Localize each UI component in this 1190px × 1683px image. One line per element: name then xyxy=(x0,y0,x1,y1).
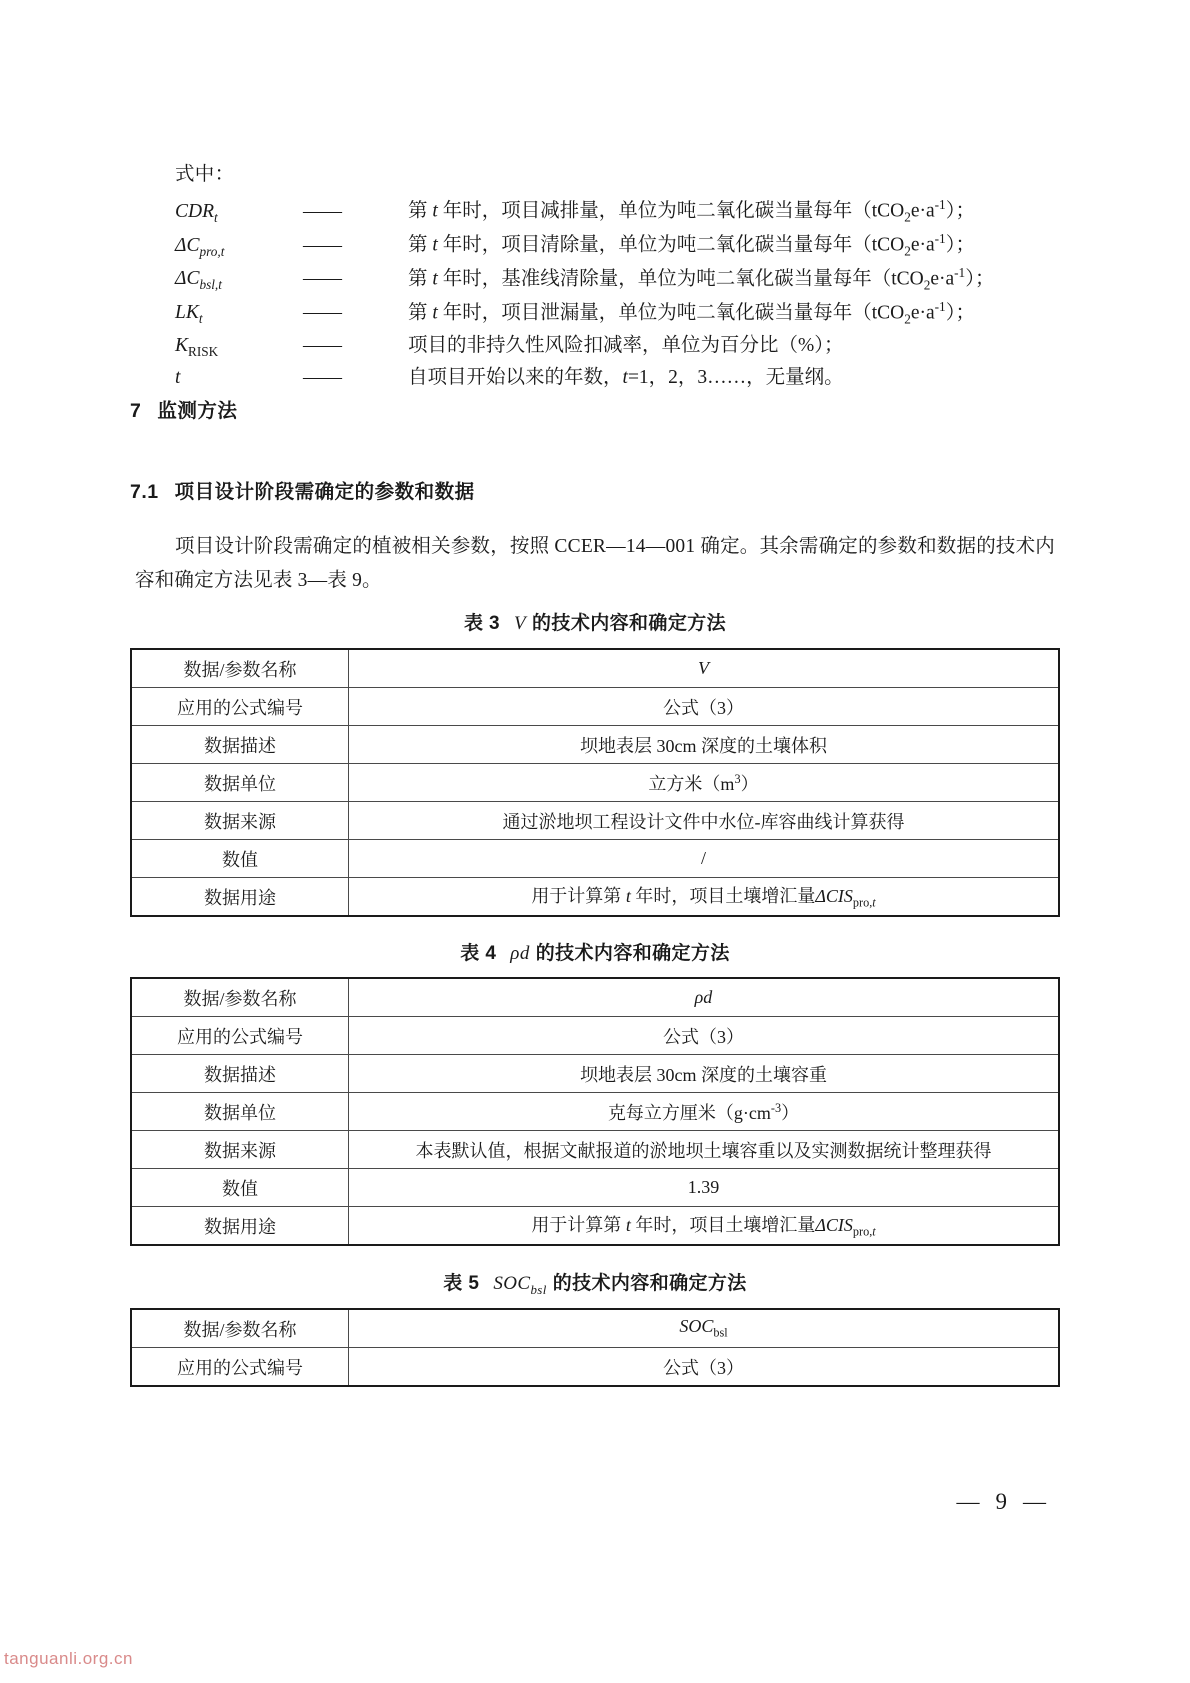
table-cell-label: 数据用途 xyxy=(131,878,349,917)
table-3-caption-symbol: V xyxy=(514,613,527,634)
table-4-caption xyxy=(0,938,1190,965)
definition-text: 第 t 年时，项目清除量，单位为吨二氧化碳当量每年$(tCO_2e\cdot a^{-1})$； xyxy=(408,231,975,259)
table-cell-value: 公式（3） xyxy=(349,688,1060,726)
table-row xyxy=(131,840,1059,878)
table-3-caption-suffix: 的技术内容和确定方法 xyxy=(532,613,727,634)
definition-dash: —— xyxy=(303,200,342,222)
definition-dash: —— xyxy=(303,234,342,256)
section-7-1-number: 7.1 xyxy=(130,481,159,503)
table-cell-label: 数据单位 xyxy=(131,1093,349,1131)
definition-text: 第 t 年时，基准线清除量，单位为吨二氧化碳当量每年$(tCO_2e\cdot a^{-1})$； xyxy=(408,264,995,293)
table-cell-label: 数据/参数名称 xyxy=(131,649,349,688)
table-row xyxy=(131,764,1059,802)
table-cell-value: 公式（3） xyxy=(349,1348,1060,1387)
table-cell-value: 克每立方厘米$(g\cdot cm^{-3})$ xyxy=(349,1093,1060,1131)
definition-text: 项目的非持久性风险扣减率，单位为百分比（%）； xyxy=(408,334,844,356)
site-watermark: tanguanli.org.cn xyxy=(4,1649,133,1668)
table-row xyxy=(131,878,1059,917)
definition-row xyxy=(175,362,975,394)
table-4-caption-suffix: 的技术内容和确定方法 xyxy=(535,943,730,964)
definition-row xyxy=(175,262,995,296)
definition-row xyxy=(175,330,975,362)
table-cell-value: V xyxy=(349,649,1060,688)
table-cell-label: 数据来源 xyxy=(131,802,349,840)
table-row xyxy=(131,978,1059,1017)
table-cell-label: 数据单位 xyxy=(131,764,349,802)
definition-symbol: $K_{RISK}$ xyxy=(175,334,219,359)
table-4-caption-prefix: 表 4 xyxy=(460,943,497,964)
table-4 xyxy=(130,977,1060,1246)
definition-row xyxy=(175,194,975,228)
definition-dash: —— xyxy=(303,302,342,324)
page-number xyxy=(943,1489,1063,1515)
table-3-caption-prefix: 表 3 xyxy=(463,613,500,634)
table-cell-value: 用于计算第 t 年时，项目土壤增汇量$\Delta CIS_{pro,t}$ xyxy=(349,1207,1060,1246)
table-cell-value: 用于计算第 t 年时，项目土壤增汇量$\Delta CIS_{pro,t}$ xyxy=(349,878,1060,917)
table-cell-value: 本表默认值，根据文献报道的淤地坝土壤容重以及实测数据统计整理获得 xyxy=(349,1131,1060,1169)
table-cell-label: 应用的公式编号 xyxy=(131,688,349,726)
table-cell-label: 数据/参数名称 xyxy=(131,1309,349,1348)
definition-symbol: $CDR_t$ xyxy=(175,200,218,225)
table-cell-label: 应用的公式编号 xyxy=(131,1348,349,1387)
paragraph-text: 项目设计阶段需确定的植被相关参数，按照 CCER—14—001 确定。其余需确定的参数和数据的技术内容和确定方法见表 3—表 9。 xyxy=(135,536,1055,591)
table-row xyxy=(131,1093,1059,1131)
table-cell-label: 数据描述 xyxy=(131,726,349,764)
section-7-title: 监测方法 xyxy=(157,400,238,422)
definition-row xyxy=(175,296,975,330)
table-row xyxy=(131,1348,1059,1387)
definition-symbol: $LK_t$ xyxy=(175,302,203,327)
table-cell-value: 公式（3） xyxy=(349,1017,1060,1055)
table-row xyxy=(131,688,1059,726)
table-row xyxy=(131,649,1059,688)
page-number-dash-left: — xyxy=(956,1489,982,1514)
table-row xyxy=(131,802,1059,840)
table-4-caption-symbol: ρd xyxy=(510,943,530,964)
page-number-value: 9 xyxy=(995,1489,1009,1514)
section-7-1-heading xyxy=(130,476,475,504)
table-cell-label: 数据来源 xyxy=(131,1131,349,1169)
table-cell-value: 1.39 xyxy=(349,1169,1060,1207)
definition-symbol: t xyxy=(175,367,181,389)
table-3-caption xyxy=(0,608,1190,635)
section-7-number: 7 xyxy=(130,400,142,422)
table-row xyxy=(131,1207,1059,1246)
definition-row xyxy=(175,228,975,262)
table-row xyxy=(131,1017,1059,1055)
table-cell-value: $SOC_{bsl}$ xyxy=(349,1309,1060,1348)
table-cell-value: / xyxy=(349,840,1060,878)
table-cell-value: 立方米$(m^3)$ xyxy=(349,764,1060,802)
table-cell-label: 数值 xyxy=(131,840,349,878)
table-cell-label: 应用的公式编号 xyxy=(131,1017,349,1055)
section-7-1-paragraph xyxy=(135,530,1055,597)
definition-text: 第 t 年时，项目减排量，单位为吨二氧化碳当量每年$(tCO_2e\cdot a^{-1})$； xyxy=(408,197,975,225)
formula-definitions-lead: 式中： xyxy=(175,164,235,185)
table-5-caption-suffix: 的技术内容和确定方法 xyxy=(552,1273,747,1294)
table-row xyxy=(131,1169,1059,1207)
definition-dash: —— xyxy=(303,268,342,290)
table-cell-label: 数值 xyxy=(131,1169,349,1207)
table-row xyxy=(131,726,1059,764)
table-cell-value: 坝地表层 30cm 深度的土壤容重 xyxy=(349,1055,1060,1093)
definition-symbol: $\Delta C_{pro,t}$ xyxy=(175,234,225,259)
page-number-dash-right: — xyxy=(1023,1489,1048,1514)
section-7-heading xyxy=(130,395,237,423)
table-cell-value: 坝地表层 30cm 深度的土壤体积 xyxy=(349,726,1060,764)
table-5-caption-symbol: $SOC_{bsl}$ xyxy=(493,1273,547,1297)
table-5-caption xyxy=(0,1268,1190,1298)
definition-symbol: $\Delta C_{bsl,t}$ xyxy=(175,268,222,293)
table-cell-label: 数据用途 xyxy=(131,1207,349,1246)
definition-text: 第 t 年时，项目泄漏量，单位为吨二氧化碳当量每年$(tCO_2e\cdot a^{-1})$； xyxy=(408,298,975,327)
table-row xyxy=(131,1131,1059,1169)
definition-dash: —— xyxy=(303,334,342,356)
table-cell-label: 数据/参数名称 xyxy=(131,978,349,1017)
formula-definitions-block xyxy=(175,160,995,394)
definition-dash: —— xyxy=(303,367,342,389)
table-cell-label: 数据描述 xyxy=(131,1055,349,1093)
table-3 xyxy=(130,648,1060,917)
table-cell-value: 通过淤地坝工程设计文件中水位-库容曲线计算获得 xyxy=(349,802,1060,840)
section-7-1-title: 项目设计阶段需确定的参数和数据 xyxy=(174,481,475,503)
table-5-caption-prefix: 表 5 xyxy=(443,1273,480,1294)
definition-text: 自项目开始以来的年数，t=1，2，3……，无量纲。 xyxy=(408,367,844,389)
table-row xyxy=(131,1055,1059,1093)
table-row xyxy=(131,1309,1059,1348)
table-cell-value: ρd xyxy=(349,978,1060,1017)
table-5 xyxy=(130,1308,1060,1387)
